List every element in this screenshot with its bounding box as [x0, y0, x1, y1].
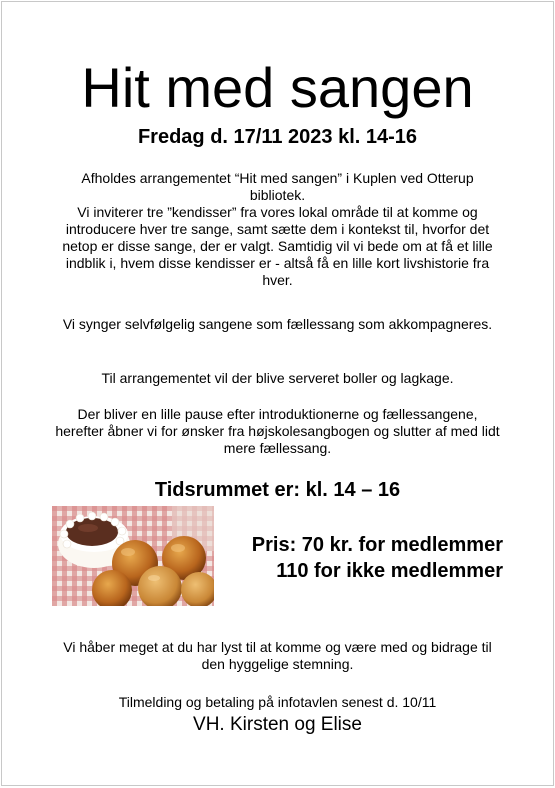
signature: VH. Kirsten og Elise: [193, 714, 362, 735]
registration-note: Tilmelding og betaling på infotavlen senest d. 10/11: [118, 694, 437, 710]
time-heading: Tidsrummet er: kl. 14 – 16: [154, 479, 401, 501]
intro-line-guests: Vi inviterer tre ”kendisser” fra vores lokal område til at komme og introducere hver tre sange, samt sætte dem i kontekst til, hvorfor det netop er disse sange, der er valgt. Samtidig vil vi bede om at få et lille indblik i, hvem disse kendisser er - altså få en lille kort livshistorie fra hver.: [62, 204, 493, 288]
page-title: Hit med sangen: [81, 56, 474, 119]
cake-and-buns-photo: [52, 506, 214, 606]
intro-paragraph: [52, 170, 503, 289]
singing-paragraph: Vi synger selvfølgelig sangene som fællessang som akkompagneres.: [62, 316, 493, 332]
price-non-members: 110 for ikke medlemmer: [276, 560, 503, 582]
event-date: Fredag d. 17/11 2023 kl. 14-16: [137, 126, 418, 148]
document-page: [1, 1, 554, 786]
program-paragraph: Der bliver en lille pause efter introduktionerne og fællessangene, herefter åbner vi for ønsker fra højskolesangbogen og slutter af med lidt mere fællessang.: [55, 406, 500, 456]
refreshments-paragraph: Til arrangementet vil der blive serveret boller og lagkage.: [101, 370, 454, 386]
closing-paragraph: Vi håber meget at du har lyst til at komme og være med og bidrage til den hyggelige stemning.: [63, 639, 492, 672]
intro-line-venue: Afholdes arrangementet “Hit med sangen” i Kuplen ved Otterup bibliotek.: [81, 170, 474, 203]
price-info: [252, 532, 503, 584]
price-members: Pris: 70 kr. for medlemmer: [251, 534, 503, 556]
